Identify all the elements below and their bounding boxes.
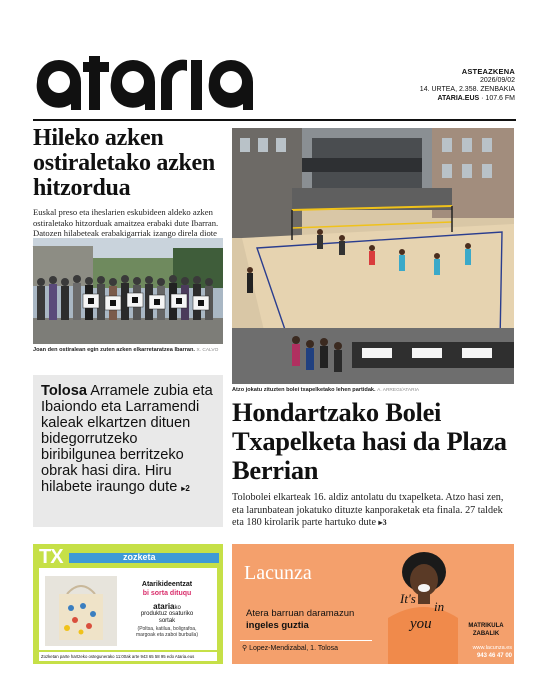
zozketa-ad[interactable] xyxy=(33,544,223,664)
lacunza-cta-1: MATRIKULA xyxy=(468,623,504,629)
radio-frequency: · 107.6 FM xyxy=(479,95,515,102)
main-photo-credit: A. ARREGI/ATARIA xyxy=(377,388,420,393)
tote-bag-image xyxy=(45,576,117,646)
lacunza-web[interactable]: www.lacunza.es xyxy=(472,645,512,651)
main-headline[interactable]: Hondartzako Bolei Txapelketa hasi da Plaza Berrian xyxy=(232,397,507,485)
main-photo-caption xyxy=(232,386,514,395)
left-photo-caption xyxy=(33,346,223,355)
left-headline[interactable]: Hileko azken ostiraletako azken hitzordua xyxy=(33,125,215,201)
lacunza-address: Lopez-Mendizabal, 1. Tolosa xyxy=(249,645,339,652)
shirt-text-3: you xyxy=(410,616,432,632)
edition-site xyxy=(437,94,515,104)
left-lead-text: Euskal preso eta iheslarien eskubideen aldeko azken ostiraletako hitzorduak amaitzea erabaki dute Ibarran. Datozen hilabeteak erabakigarriak izango direla diote xyxy=(33,207,219,238)
left-caption-text: Joan den ostiralean egin zuten azken elkarretaratzea Ibarran. xyxy=(33,347,195,353)
shirt-text-2: in xyxy=(434,599,445,614)
lacunza-cta-2: ZABALIK xyxy=(472,631,500,637)
lacunza-phone[interactable]: 943 46 47 00 xyxy=(476,653,512,659)
tolosa-text xyxy=(41,383,215,497)
lacunza-logo: Lacunza xyxy=(244,562,312,584)
zozketa-line4: sortak xyxy=(158,618,176,624)
continue-icon: ▸2 xyxy=(181,484,190,493)
main-lead xyxy=(232,492,516,530)
protest-photo[interactable] xyxy=(33,238,223,344)
zozketa-line2: bi sorta dituqu xyxy=(142,590,192,597)
masthead-rule xyxy=(33,119,516,121)
tx-badge: TX xyxy=(39,546,63,568)
left-photo-credit: X. CALVO xyxy=(196,348,219,353)
zozketa-brand: ataria xyxy=(153,602,175,611)
lacunza-divider xyxy=(240,640,372,641)
volleyball-photo[interactable] xyxy=(232,128,514,384)
main-lead-text: Tolobolei elkarteak 16. aldiz antolatu du txapelketa. Atzo hasi zen, eta larunbatean jokatuko dituzte kanporaketak eta finala. 27 taldek eta 180 kirolarik parte hartuko dute xyxy=(232,492,504,528)
zozketa-line6: margoak eta zaboi burbuila) xyxy=(136,632,198,638)
zozketa-line1: Atarikideentzat xyxy=(141,581,193,588)
main-caption-text: Atzo jokatu zituzten bolei txapelketako lehen partidak. xyxy=(232,387,376,393)
zozketa-title: zozketa xyxy=(123,552,156,562)
lacunza-line2: ingeles guztia xyxy=(246,620,309,631)
tolosa-keyword: Tolosa xyxy=(41,383,87,399)
zozketa-line3: produktuz osaturiko xyxy=(140,611,194,617)
continue-icon: ▸3 xyxy=(378,518,387,527)
zozketa-brand-suffix: ko xyxy=(174,605,181,611)
ataria-logo xyxy=(33,52,277,112)
shirt-text-1: It's xyxy=(400,591,416,606)
location-pin-icon: ⚲ xyxy=(242,645,248,652)
tolosa-body: Arramele zubia eta Ibaiondo eta Larramendi kaleak elkartzen dituen bidegorrutzeko biribilgunea berritzeko obrak hasi dira. Hiru hilabete iraungo dute xyxy=(41,383,213,495)
edition-issue: 14. URTEA, 2.358. ZENBAKIA xyxy=(419,86,515,93)
edition-day: ASTEAZKENA xyxy=(461,67,515,76)
woman-photo xyxy=(382,550,464,664)
zozketa-footer[interactable]: Zozketan parte hartzeko ostegunerako 11:00ak arte 943 65 58 95 edo Ataria.eus xyxy=(41,654,195,659)
tolosa-brief[interactable] xyxy=(33,375,223,527)
lacunza-line1: Atera barruan daramazun xyxy=(246,608,355,619)
lacunza-ad[interactable] xyxy=(232,544,514,664)
logo-wordmark xyxy=(33,52,277,112)
site-link[interactable]: ATARIA.EUS xyxy=(437,95,480,102)
edition-date: 2026/09/02 xyxy=(479,77,515,84)
zozketa-line5: (Poltsa, katilua, boligrafoa, xyxy=(137,626,197,632)
lacunza-address-line xyxy=(242,644,338,654)
